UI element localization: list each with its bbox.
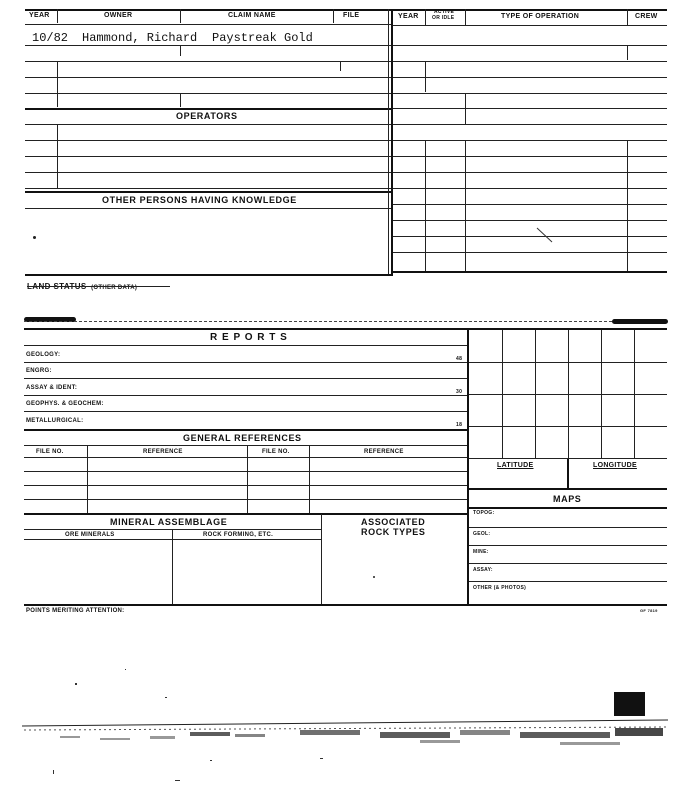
operators-title: OPERATORS bbox=[176, 111, 238, 121]
report-label-metallurgical: METALLURGICAL: bbox=[26, 418, 84, 424]
report-num-geology: 48 bbox=[456, 356, 463, 362]
maps-row-other: OTHER (& PHOTOS) bbox=[473, 585, 527, 591]
longitude-label: LONGITUDE bbox=[593, 462, 637, 469]
land-status-label: LAND STATUS bbox=[27, 282, 87, 291]
report-num-assay: 30 bbox=[456, 389, 463, 395]
maps-row-assay: ASSAY: bbox=[473, 567, 493, 573]
report-label-geophys: GEOPHYS. & GEOCHEM: bbox=[26, 401, 104, 407]
land-status-sub: (OTHER DATA) bbox=[91, 285, 138, 291]
op-header-year: YEAR bbox=[398, 13, 419, 20]
report-label-assay: ASSAY & IDENT: bbox=[26, 385, 78, 391]
scan-noise bbox=[0, 640, 678, 806]
center-divider bbox=[391, 9, 393, 274]
row1-owner: Hammond, Richard bbox=[82, 31, 198, 45]
op-header-crew: CREW bbox=[635, 13, 658, 20]
ore-minerals-header: ORE MINERALS bbox=[65, 532, 115, 538]
gr-header-file-no-2: FILE NO. bbox=[262, 449, 290, 455]
maps-row-mine: MINE: bbox=[473, 549, 489, 555]
black-tab-mark bbox=[614, 692, 645, 716]
gr-header-reference-1: REFERENCE bbox=[143, 449, 183, 455]
header-file: FILE bbox=[343, 12, 360, 19]
form-number: GF 7819 bbox=[640, 608, 658, 613]
associated-rock-types-line2: ROCK TYPES bbox=[361, 527, 426, 537]
points-meriting-attention: POINTS MERITING ATTENTION: bbox=[26, 608, 125, 614]
report-label-geology: GEOLOGY: bbox=[26, 352, 61, 358]
latitude-label: LATITUDE bbox=[497, 462, 534, 469]
mineral-assemblage-title: MINERAL ASSEMBLAGE bbox=[110, 517, 228, 527]
op-header-active: ACTIVE bbox=[434, 9, 455, 15]
report-label-engrg: ENGRG: bbox=[26, 368, 52, 374]
maps-row-geol: GEOL: bbox=[473, 531, 491, 537]
header-year: YEAR bbox=[29, 12, 50, 19]
other-persons-title: OTHER PERSONS HAVING KNOWLEDGE bbox=[102, 195, 297, 205]
op-header-type: TYPE OF OPERATION bbox=[501, 13, 580, 20]
gr-header-file-no-1: FILE NO. bbox=[36, 449, 64, 455]
op-header-idle: OR IDLE bbox=[432, 15, 455, 21]
report-num-metallurgical: 18 bbox=[456, 422, 463, 428]
header-owner: OWNER bbox=[104, 12, 133, 19]
header-claim-name: CLAIM NAME bbox=[228, 12, 276, 19]
row1-claim-name: Paystreak Gold bbox=[212, 31, 313, 45]
pencil-mark bbox=[535, 225, 555, 245]
maps-row-topog: TOPOG: bbox=[473, 510, 495, 516]
general-references-title: GENERAL REFERENCES bbox=[183, 433, 302, 443]
associated-rock-types-line1: ASSOCIATED bbox=[361, 517, 426, 527]
gr-header-reference-2: REFERENCE bbox=[364, 449, 404, 455]
lower-section-bottom-rule bbox=[24, 604, 667, 606]
reports-title: R E P O R T S bbox=[210, 332, 288, 343]
row1-year: 10/82 bbox=[32, 31, 69, 45]
maps-title: MAPS bbox=[553, 494, 582, 504]
rock-forming-header: ROCK FORMING, ETC. bbox=[203, 532, 274, 538]
